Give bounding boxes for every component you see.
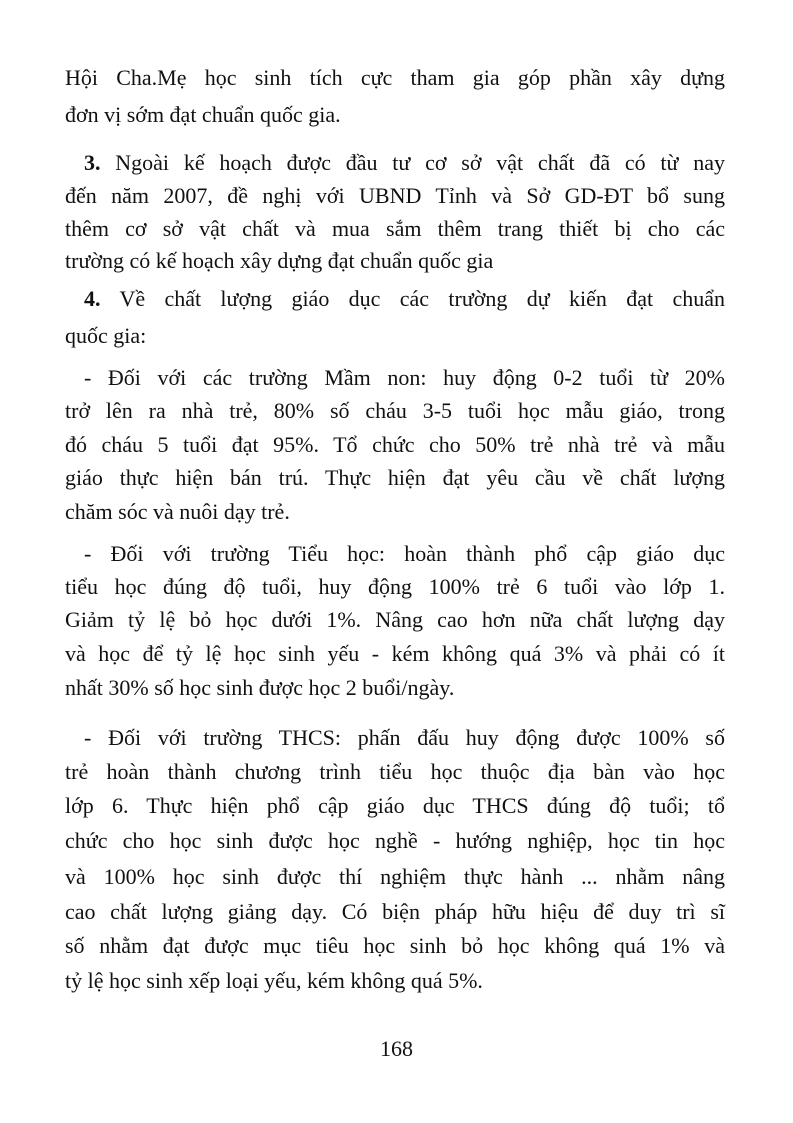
text-line: - Đối với trường THCS: phấn đấu huy động được 100% số <box>84 725 725 750</box>
text-line: chăm sóc và nuôi dạy trẻ. <box>65 499 290 524</box>
text-line: thêm cơ sở vật chất và mua sắm thêm trang thiết bị cho các <box>65 216 725 241</box>
text-line: Giảm tỷ lệ bỏ học dưới 1%. Nâng cao hơn nữa chất lượng dạy <box>65 607 725 632</box>
text-line: nhất 30% số học sinh được học 2 buổi/ngày. <box>65 675 455 700</box>
text-line: Hội Cha.Mẹ học sinh tích cực tham gia góp phần xây dựng <box>65 65 725 90</box>
item-number: 3. <box>84 150 101 175</box>
text: Ngoài kế hoạch được đầu tư cơ sở vật chất đã có từ nay <box>115 150 726 175</box>
text-line: - Đối với các trường Mầm non: huy động 0-2 tuổi từ 20% <box>84 365 725 390</box>
text-line: quốc gia: <box>65 323 147 348</box>
text-line: lớp 6. Thực hiện phổ cập giáo dục THCS đúng độ tuổi; tổ <box>65 793 725 818</box>
text-line <box>84 149 725 177</box>
text-line: trẻ hoàn thành chương trình tiểu học thuộc địa bàn vào học <box>65 759 725 784</box>
text-line: - Đối với trường Tiểu học: hoàn thành phổ cập giáo dục <box>84 541 725 566</box>
text-line: trường có kế hoạch xây dựng đạt chuẩn quốc gia <box>65 248 494 273</box>
text-line: đến năm 2007, đề nghị với UBND Tỉnh và Sở GD-ĐT bổ sung <box>65 183 725 208</box>
text-line: chức cho học sinh được học nghề - hướng nghiệp, học tin học <box>65 828 725 853</box>
page-number: 168 <box>380 1036 413 1061</box>
text: Về chất lượng giáo dục các trường dự kiến đạt chuẩn <box>119 286 725 311</box>
text-line: và học để tỷ lệ học sinh yếu - kém không quá 3% và phải có ít <box>65 641 725 666</box>
text-line: số nhằm đạt được mục tiêu học sinh bỏ học không quá 1% và <box>65 933 725 958</box>
text-line: đó cháu 5 tuổi đạt 95%. Tổ chức cho 50% trẻ nhà trẻ và mẫu <box>65 432 725 457</box>
text-line <box>84 285 725 313</box>
text-line: đơn vị sớm đạt chuẩn quốc gia. <box>65 102 341 127</box>
text-line: cao chất lượng giảng dạy. Có biện pháp hữu hiệu để duy trì sĩ <box>65 899 725 924</box>
item-number: 4. <box>84 286 101 311</box>
text-line: tiểu học đúng độ tuổi, huy động 100% trẻ 6 tuổi vào lớp 1. <box>65 574 725 599</box>
text-line: tỷ lệ học sinh xếp loại yếu, kém không quá 5%. <box>65 968 483 993</box>
text-line: giáo thực hiện bán trú. Thực hiện đạt yêu cầu về chất lượng <box>65 465 725 490</box>
text-line: và 100% học sinh được thí nghiệm thực hành ... nhằm nâng <box>65 864 725 889</box>
text-line: trở lên ra nhà trẻ, 80% số cháu 3-5 tuổi học mẫu giáo, trong <box>65 398 725 423</box>
